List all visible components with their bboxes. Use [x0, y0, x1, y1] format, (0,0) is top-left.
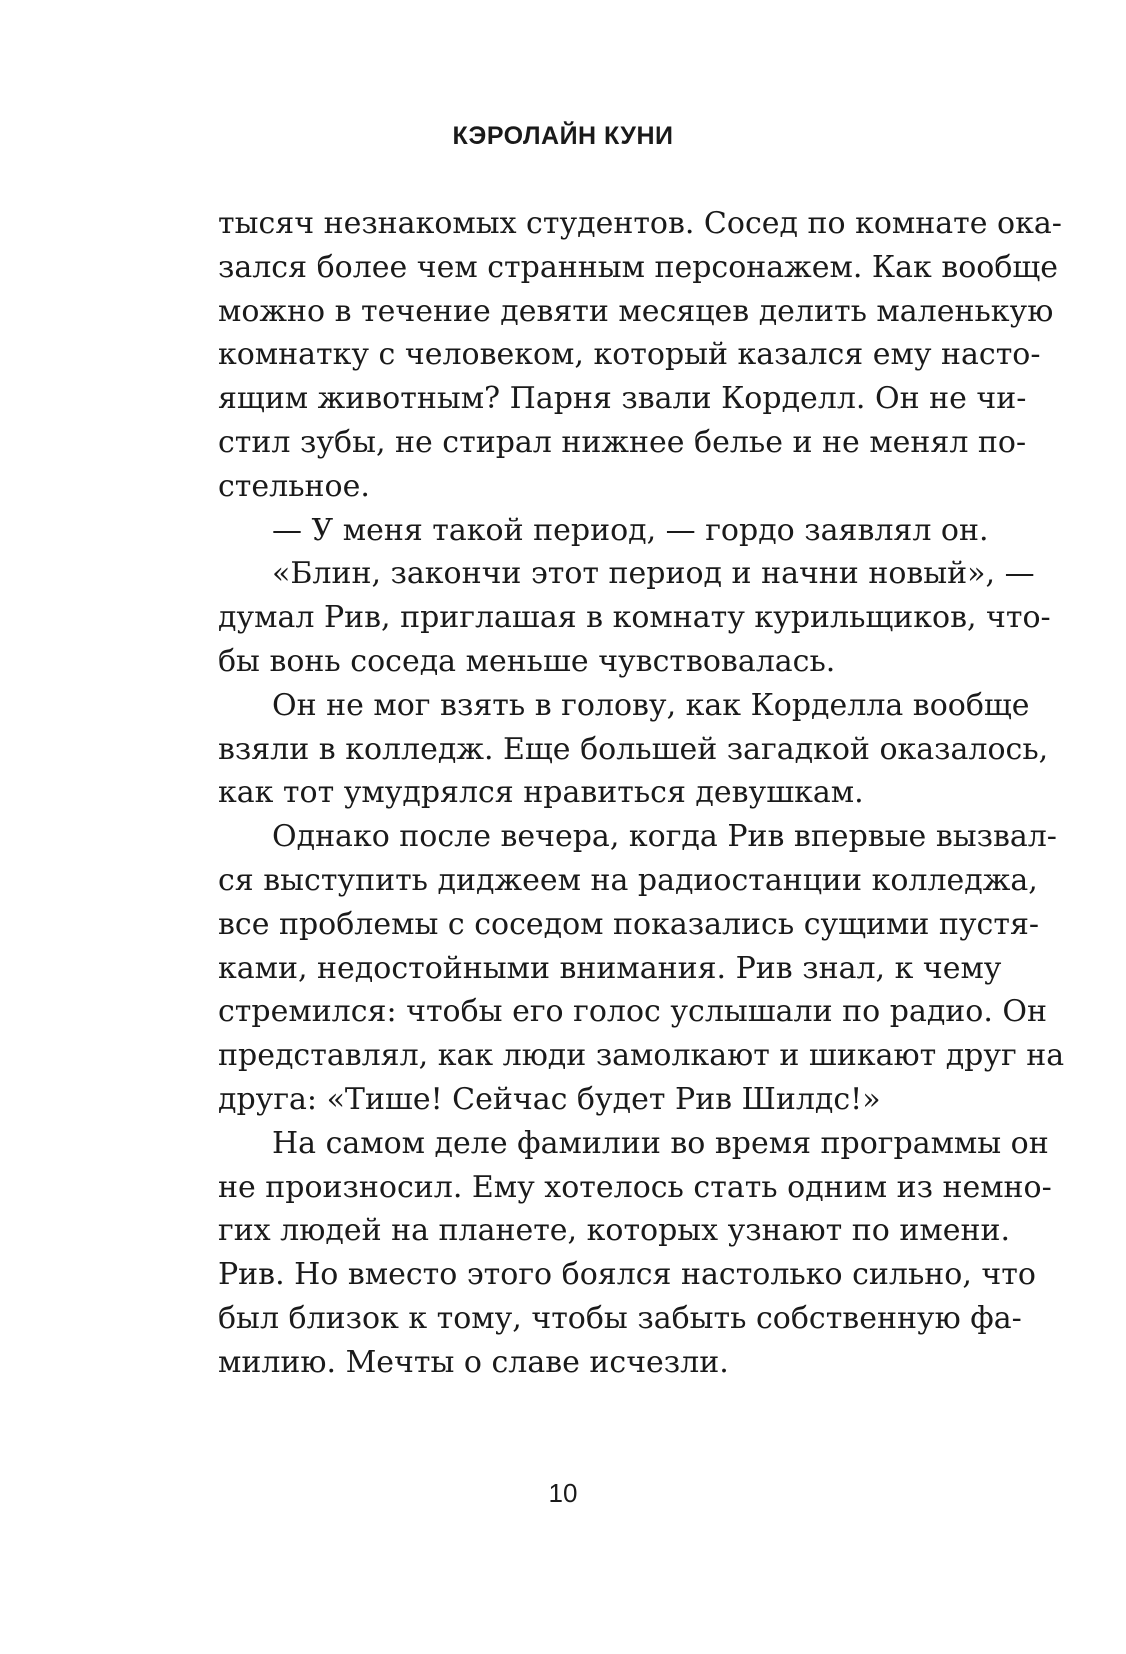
text-line: гих людей на планете, которых узнают по имени.	[218, 1213, 1010, 1249]
text-line: не произносил. Ему хотелось стать одним из немно-	[218, 1169, 1052, 1205]
text-line: комнатку с человеком, который казался ему насто-	[218, 337, 1041, 373]
body-text	[218, 202, 1065, 1385]
text-line: тысяч незнакомых студентов. Сосед по комнате ока-	[218, 206, 1062, 241]
text-line: бы вонь соседа меньше чувствовалась.	[218, 643, 836, 679]
text-line: ящим животным? Парня звали Корделл. Он не чи-	[218, 381, 1027, 417]
text-line: можно в течение девяти месяцев делить маленькую	[218, 293, 1054, 329]
text-line: взяли в колледж. Еще большей загадкой оказалось,	[218, 731, 1049, 767]
page-number: 10	[548, 1478, 578, 1508]
text-line: Однако после вечера, когда Рив впервые вызвал-	[272, 819, 1057, 855]
text-line: Он не мог взять в голову, как Корделла вообще	[272, 687, 1030, 723]
text-line: милию. Мечты о славе исчезли.	[218, 1344, 729, 1380]
text-line: ся выступить диджеем на радиостанции колледжа,	[218, 862, 1038, 898]
text-line: друга: «Тише! Сейчас будет Рив Шилдс!»	[218, 1081, 881, 1117]
text-line: все проблемы с соседом показались сущими пустя-	[218, 906, 1040, 942]
text-line: зался более чем странным персонажем. Как вообще	[218, 249, 1059, 285]
text-line: был близок к тому, чтобы забыть собственную фа-	[218, 1300, 1022, 1336]
text-line: стремился: чтобы его голос услышали по радио. Он	[218, 994, 1048, 1030]
text-line: представлял, как люди замолкают и шикают друг на	[218, 1038, 1065, 1074]
text-line: Рив. Но вместо этого боялся настолько сильно, что	[218, 1257, 1036, 1293]
text-line: стил зубы, не стирал нижнее белье и не менял по-	[218, 424, 1027, 460]
text-line: стельное.	[218, 468, 370, 504]
text-line: «Блин, закончи этот период и начни новый», —	[272, 556, 1035, 592]
text-line: думал Рив, приглашая в комнату курильщиков, что-	[218, 600, 1051, 636]
running-header-author: КЭРОЛАЙН КУНИ	[452, 122, 674, 150]
text-line: ками, недостойными внимания. Рив знал, к чему	[218, 950, 1002, 986]
text-line: На самом деле фамилии во время программы он	[272, 1125, 1049, 1161]
dialogue-line: — У меня такой период, — гордо заявлял он.	[272, 512, 989, 548]
text-line: как тот умудрялся нравиться девушкам.	[218, 775, 864, 811]
